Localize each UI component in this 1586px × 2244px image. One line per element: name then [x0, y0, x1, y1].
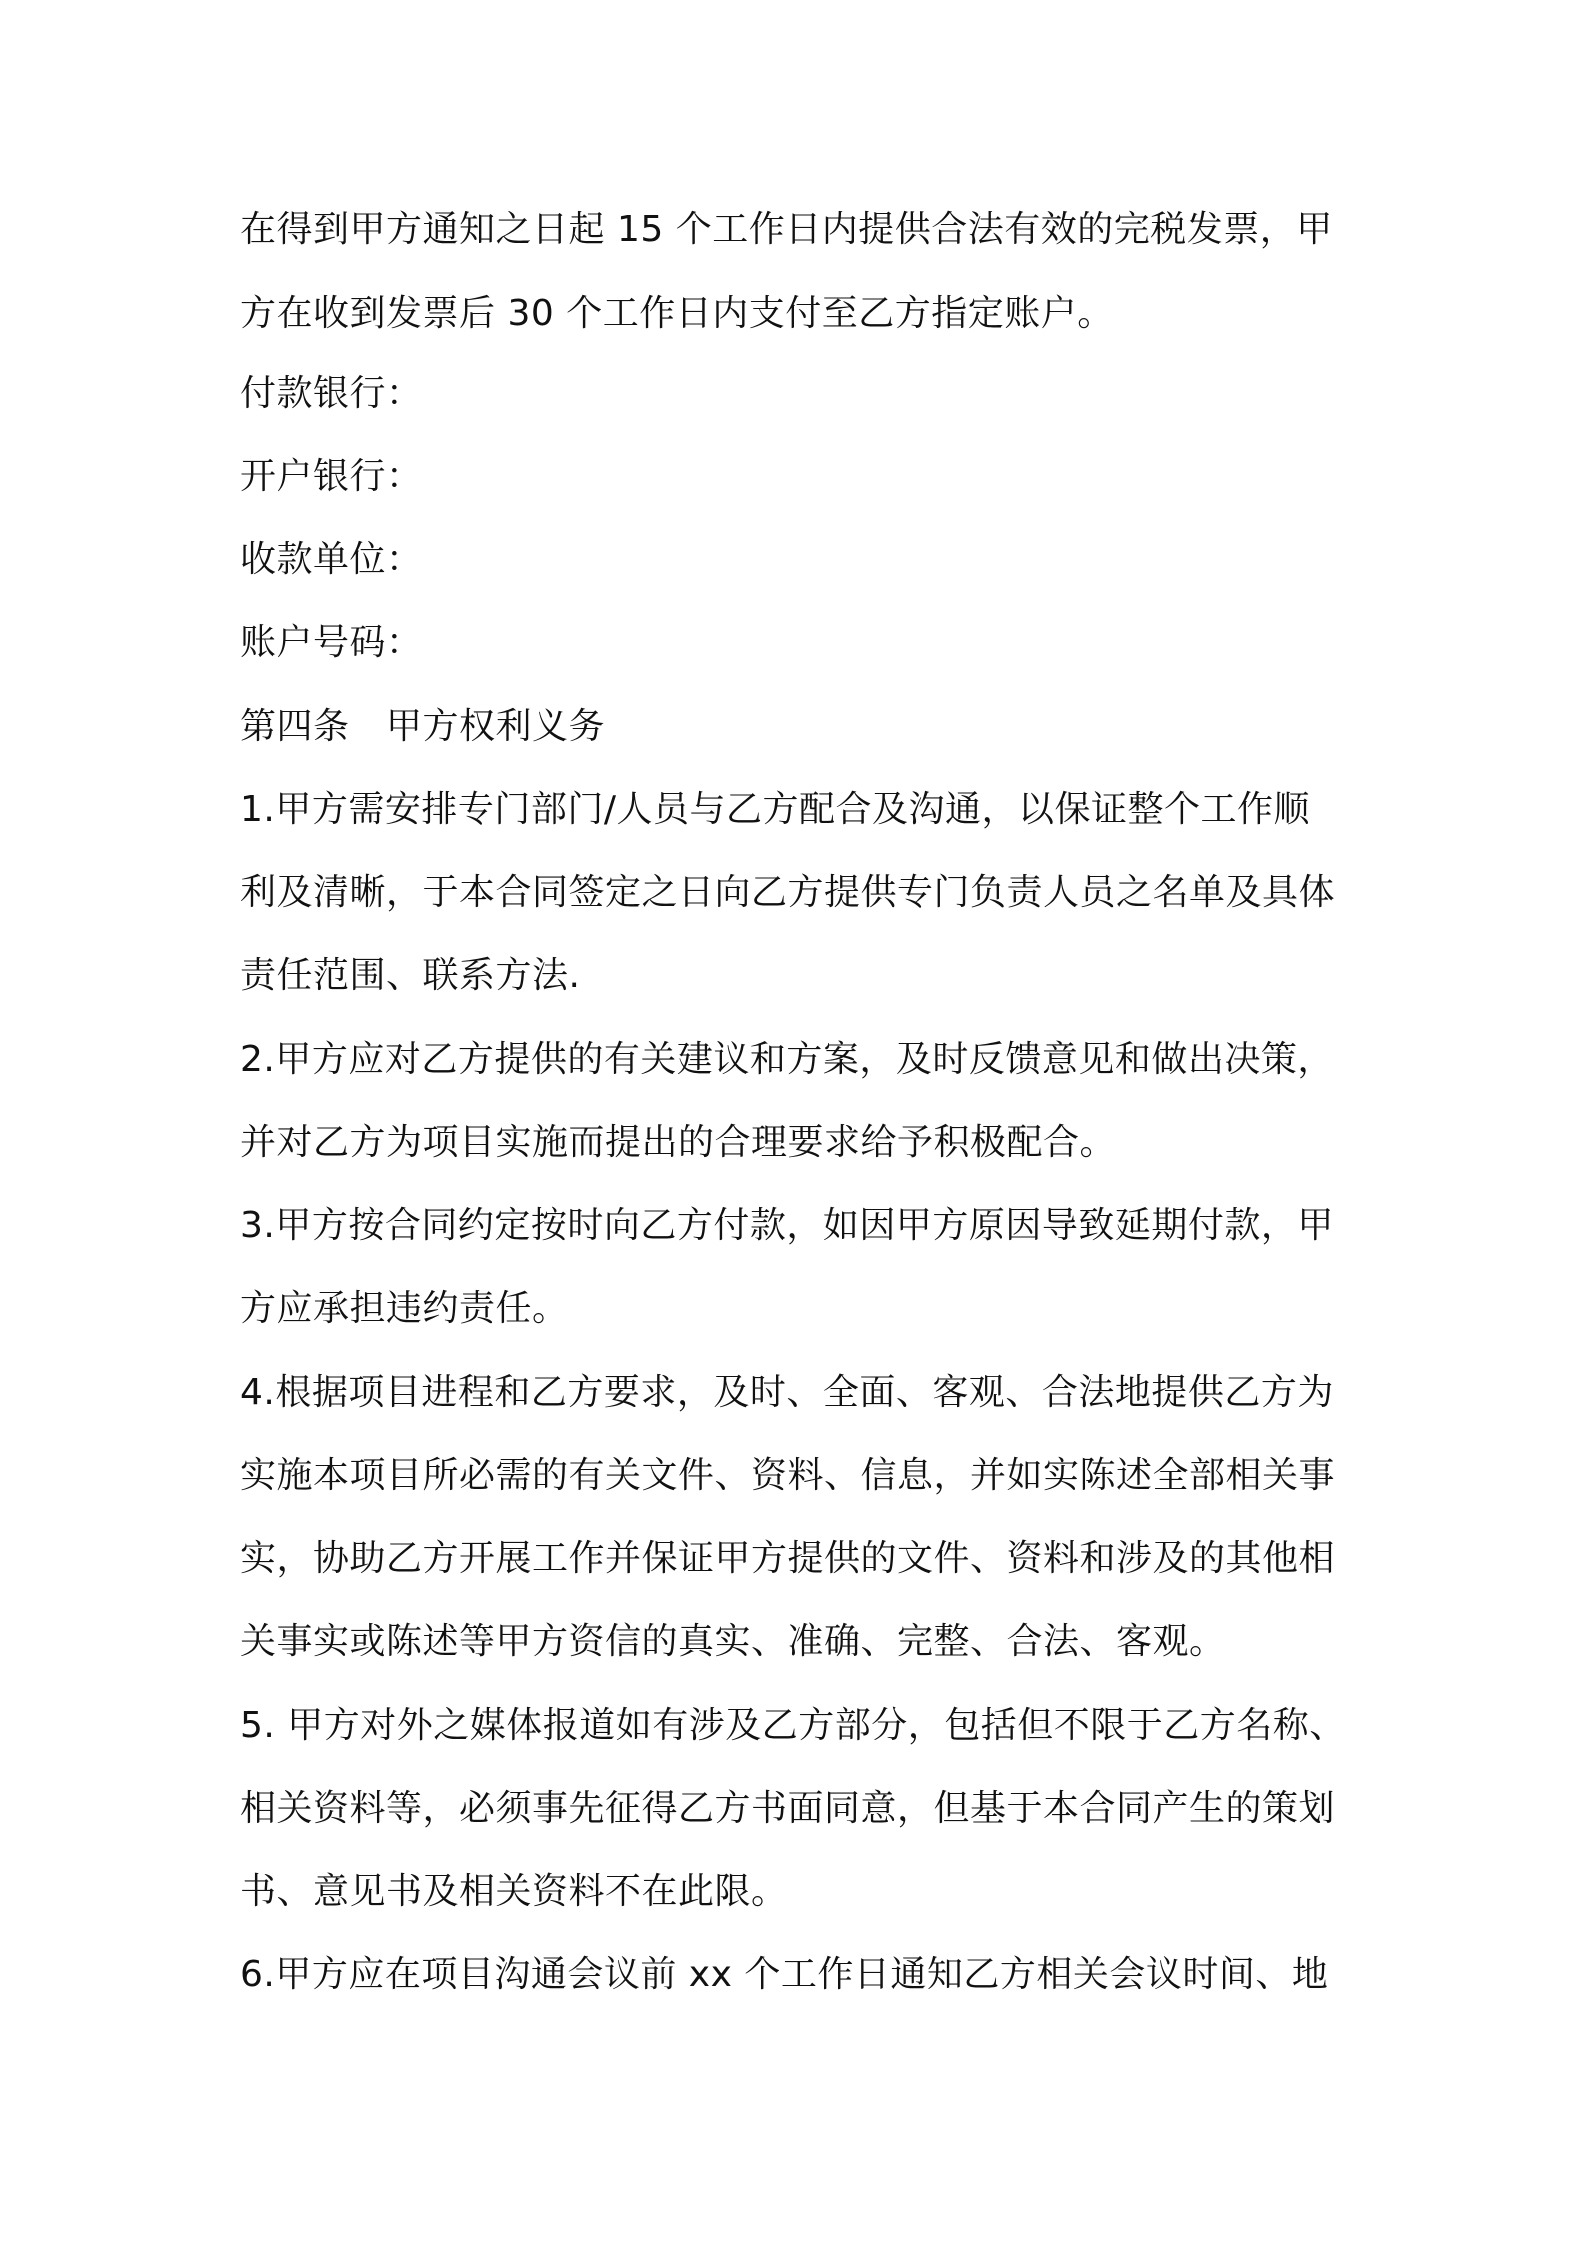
paragraph-line: 书、意见书及相关资料不在此限。 — [240, 1871, 788, 1912]
paragraph-line: 6.甲方应在项目沟通会议前 xx 个工作日通知乙方相关会议时间、地 — [240, 1954, 1329, 1995]
paragraph-line: 1.甲方需安排专门部门/人员与乙方配合及沟通，以保证整个工作顺 — [240, 789, 1310, 830]
paragraph-line: 实施本项目所必需的有关文件、资料、信息，并如实陈述全部相关事 — [240, 1455, 1336, 1496]
paragraph-line: 并对乙方为项目实施而提出的合理要求给予积极配合。 — [240, 1122, 1117, 1163]
paragraph-line: 4.根据项目进程和乙方要求，及时、全面、客观、合法地提供乙方为 — [240, 1372, 1334, 1413]
paragraph-line: 责任范围、联系方法. — [240, 955, 581, 996]
paragraph-line: 关事实或陈述等甲方资信的真实、准确、完整、合法、客观。 — [240, 1621, 1226, 1662]
payee-label: 收款单位： — [240, 539, 423, 580]
paragraph-line: 2.甲方应对乙方提供的有关建议和方案，及时反馈意见和做出决策， — [240, 1039, 1334, 1080]
paragraph-line: 方在收到发票后 30 个工作日内支付至乙方指定账户。 — [240, 293, 1114, 334]
paragraph-line: 实，协助乙方开展工作并保证甲方提供的文件、资料和涉及的其他相 — [240, 1538, 1336, 1579]
account-number-label: 账户号码： — [240, 622, 423, 663]
section-heading: 第四条 甲方权利义务 — [240, 706, 606, 747]
paragraph-line: 3.甲方按合同约定按时向乙方付款，如因甲方原因导致延期付款，甲 — [240, 1205, 1334, 1246]
opening-bank-label: 开户银行： — [240, 456, 423, 497]
paragraph-line: 在得到甲方通知之日起 15 个工作日内提供合法有效的完税发票，甲 — [240, 209, 1333, 250]
paragraph-line: 利及清晰，于本合同签定之日向乙方提供专门负责人员之名单及具体 — [240, 872, 1336, 913]
payment-bank-label: 付款银行： — [240, 373, 423, 414]
paragraph-line: 相关资料等，必须事先征得乙方书面同意，但基于本合同产生的策划 — [240, 1788, 1336, 1829]
paragraph-line: 5. 甲方对外之媒体报道如有涉及乙方部分，包括但不限于乙方名称、 — [240, 1705, 1346, 1746]
paragraph-line: 方应承担违约责任。 — [240, 1288, 569, 1329]
